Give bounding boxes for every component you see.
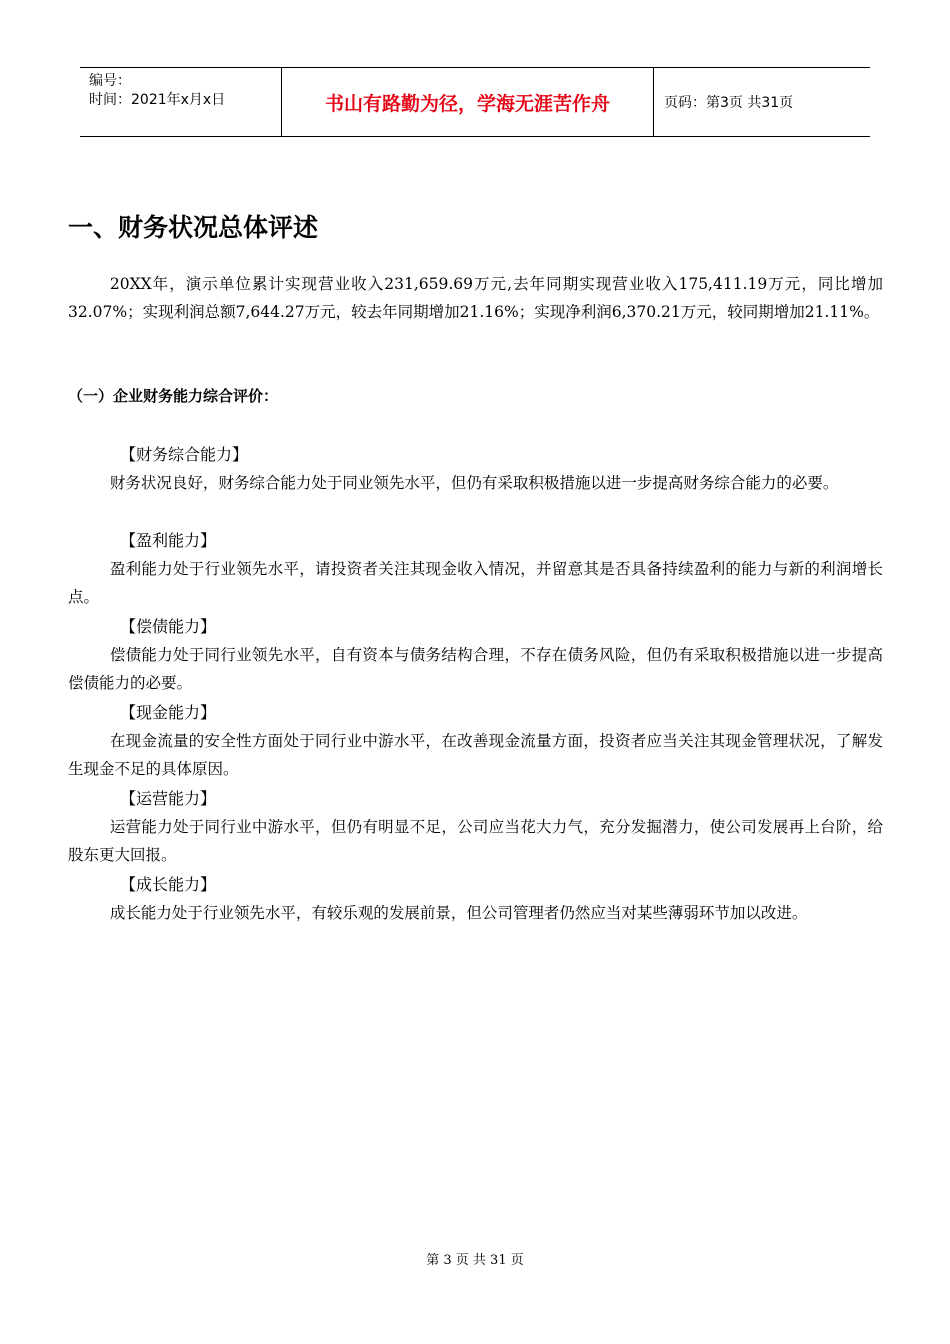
header-page-info — [654, 68, 870, 136]
header-meta — [80, 68, 282, 136]
header-time: 时间：2021年x月x日 — [89, 92, 226, 108]
section-label-operations: 【运营能力】 — [120, 789, 217, 808]
document-title: 一、财务状况总体评述 — [68, 213, 319, 242]
section-text-cash: 在现金流量的安全性方面处于同行业中游水平，在改善现金流量方面，投资者应当关注其现金管理状况，了解发生现金不足的具体原因。 — [68, 732, 883, 778]
section-label-solvency: 【偿债能力】 — [120, 617, 217, 636]
section-text-growth: 成长能力处于行业领先水平，有较乐观的发展前景，但公司管理者仍然应当对某些薄弱环节加以改进。 — [109, 904, 808, 922]
section-label-profitability: 【盈利能力】 — [120, 531, 217, 550]
section-label-growth: 【成长能力】 — [120, 875, 217, 894]
section-text-operations: 运营能力处于同行业中游水平，但仍有明显不足，公司应当花大力气，充分发掘潜力，使公司发展再上台阶，给股东更大回报。 — [68, 818, 883, 864]
section-subtitle: （一）企业财务能力综合评价： — [68, 387, 279, 405]
section-label-cash: 【现金能力】 — [120, 703, 217, 722]
header-motto — [282, 68, 654, 136]
page-header — [80, 67, 870, 137]
section-label-financial: 【财务综合能力】 — [120, 445, 249, 464]
header-motto-text: 书山有路勤为径，学海无涯苦作舟 — [324, 92, 610, 115]
section-text-solvency: 偿债能力处于同行业领先水平，自有资本与债务结构合理，不存在债务风险，但仍有采取积极措施以进一步提高偿债能力的必要。 — [68, 646, 883, 692]
intro-paragraph: 20XX年，演示单位累计实现营业收入231,659.69万元,去年同期实现营业收入175,411.19万元，同比增加32.07%；实现利润总额7,644.27万元，较去年同期增加21.16%；实现净利润6,370.21万元，较同期增加21.11%。 — [68, 275, 883, 321]
page-footer — [0, 1249, 950, 1268]
section-text-profitability: 盈利能力处于行业领先水平，请投资者关注其现金收入情况，并留意其是否具备持续盈利的能力与新的利润增长点。 — [68, 560, 883, 606]
header-page-label: 页码：第3页 共31页 — [664, 95, 794, 111]
header-number: 编号： — [89, 73, 131, 89]
section-text-financial: 财务状况良好，财务综合能力处于同业领先水平，但仍有采取积极措施以进一步提高财务综合能力的必要。 — [109, 474, 839, 492]
footer-page-number: 第 3 页 共 31 页 — [426, 1253, 524, 1268]
